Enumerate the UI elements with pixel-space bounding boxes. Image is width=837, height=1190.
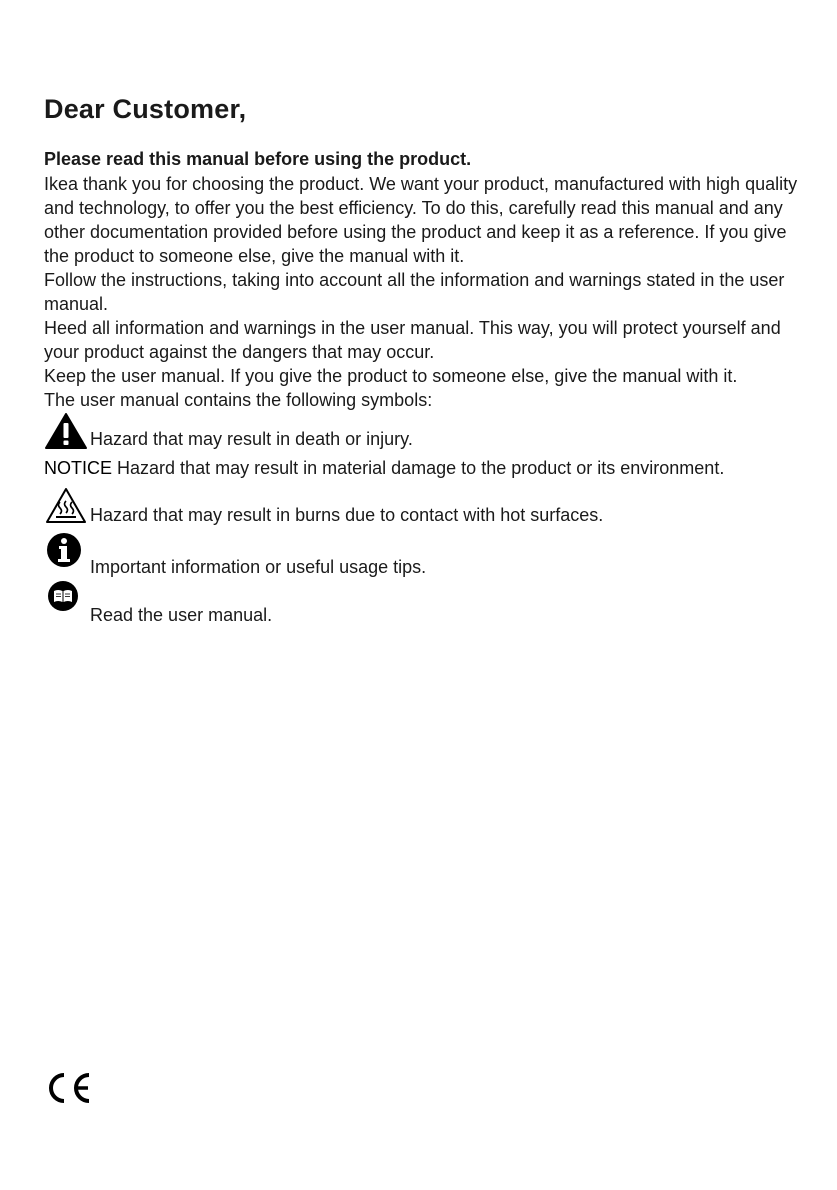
symbol-row-hot-surface bbox=[44, 480, 804, 526]
symbol-text: Hazard that may result in death or injury. bbox=[90, 429, 413, 449]
symbol-row-death-injury bbox=[44, 412, 804, 450]
info-icon bbox=[46, 532, 86, 572]
paragraph: The user manual contains the following symbols: bbox=[44, 390, 433, 410]
paragraph: Keep the user manual. If you give the product to someone else, give the manual with it. bbox=[44, 366, 738, 386]
hot-surface-icon bbox=[44, 486, 88, 526]
intro-text bbox=[44, 172, 804, 412]
page-title: Dear Customer, bbox=[44, 94, 247, 124]
symbol-text: Hazard that may result in burns due to contact with hot surfaces. bbox=[90, 505, 604, 525]
symbol-row-read-manual bbox=[44, 584, 804, 626]
symbol-text: Hazard that may result in material damage to the product or its environment. bbox=[117, 458, 725, 478]
symbol-text: Important information or useful usage tips. bbox=[90, 557, 427, 577]
ce-mark-icon bbox=[44, 1070, 94, 1106]
symbol-text: Read the user manual. bbox=[90, 605, 273, 625]
paragraph: Heed all information and warnings in the user manual. This way, you will protect yourself and your product against the dangers that may occur. bbox=[44, 318, 781, 362]
manual-book-icon bbox=[46, 580, 86, 620]
symbol-row-notice bbox=[44, 457, 724, 479]
warning-triangle-icon bbox=[44, 412, 88, 450]
page-subtitle: Please read this manual before using the product. bbox=[44, 149, 472, 169]
symbol-row-info bbox=[44, 532, 804, 578]
notice-keyword: NOTICE bbox=[44, 458, 113, 478]
paragraph: Ikea thank you for choosing the product. We want your product, manufactured with high quality and technology, to offer you the best efficiency. To do this, carefully read this manual and any other documentation provided before using the product and keep it as a reference. If you give the product to someone else, give the manual with it. bbox=[44, 174, 798, 266]
paragraph: Follow the instructions, taking into account all the information and warnings stated in the user manual. bbox=[44, 270, 785, 314]
